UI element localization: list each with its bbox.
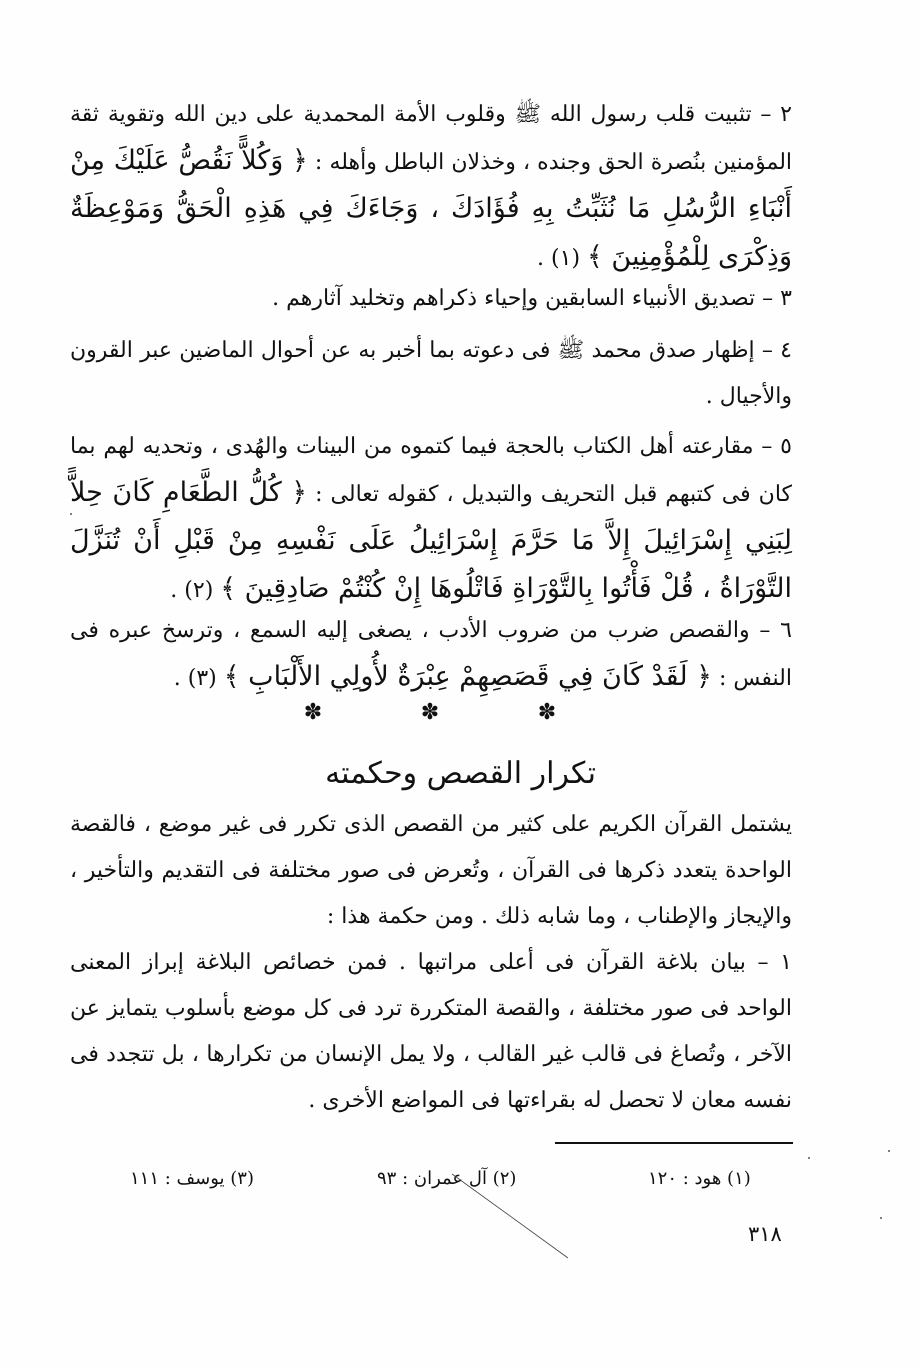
footnote-ref: (٢) .	[170, 578, 221, 603]
section-paragraph-1	[70, 940, 792, 1124]
paragraph-5	[70, 424, 792, 614]
footnote-2: (٢) آل عمران : ٩٣	[377, 1168, 517, 1189]
section-paragraph-intro	[70, 802, 792, 940]
paragraph-2	[70, 92, 792, 282]
footnote-divider	[555, 1142, 793, 1144]
scan-speck	[888, 1150, 890, 1152]
footnote-1: (١) هود : ١٢٠	[648, 1168, 751, 1189]
paragraph-text: ٥ – مقارعته أهل الكتاب بالحجة فيما كتموه من البينات والهُدى ، وتحديه لهم بما كان فى كتبهم قبل التحريف والتبديل ، كقوله تعالى :	[70, 434, 792, 507]
paragraph-text: يشتمل القرآن الكريم على كثير من القصص الذى تكرر فى غير موضع ، فالقصة الواحدة يتعدد ذكرها فى القرآن ، وتُعرض فى صور مختلفة فى التقديم والتأخير ، والإيجاز والإطناب ، وما شابه ذلك . ومن حكمة هذا :	[70, 812, 793, 929]
scan-artifact-line	[450, 1172, 572, 1262]
paragraph-4	[70, 328, 792, 420]
paragraph-text: ١ – بيان بلاغة القرآن فى أعلى مراتبها . فمن خصائص البلاغة إبراز المعنى الواحد فى صور مختلفة ، والقصة المتكررة ترد فى كل موضع بأسلوب يتمايز عن الآخر ، وتُصاغ فى قالب غير القالب ، ولا يمل الإنسان من تكرارها ، بل تتجدد فى نفسه معان لا تحصل له بقراءتها فى المواضع الأخرى .	[70, 950, 792, 1113]
page-number: ٣١٨	[748, 1222, 782, 1246]
scan-speck	[808, 1157, 810, 1159]
footnote-3: (٣) يوسف : ١١١	[130, 1168, 254, 1189]
paragraph-6	[70, 608, 792, 702]
star-ornament-icon: ✽	[303, 700, 323, 725]
star-ornament-icon: ✽	[420, 700, 440, 725]
scan-speck	[70, 513, 72, 515]
footnote-ref: (١) .	[537, 246, 588, 271]
paragraph-text: ٦ – والقصص ضرب من ضروب الأدب ، يصغى إليه السمع ، وترسخ عبره فى النفس :	[70, 618, 792, 691]
quran-verse: ﴿ وَكُلاًّ نَقُصُّ عَلَيْكَ مِنْ أَنْبَاءِ الرُّسُلِ مَا نُثَبِّتُ بِهِ فُؤَادَكَ ، وَجَاءَكَ فِي هَذِهِ الْحَقُّ وَمَوْعِظَةٌ وَذِكْرَى لِلْمُؤْمِنِينَ ﴾	[70, 145, 792, 272]
section-heading: تكرار القصص وحكمته	[325, 756, 596, 791]
paragraph-text: ٣ – تصديق الأنبياء السابقين وإحياء ذكراهم وتخليد آثارهم .	[272, 286, 792, 311]
scan-speck	[880, 1217, 882, 1219]
star-ornament-icon: ✽	[537, 700, 557, 725]
quran-verse: ﴿ لَقَدْ كَانَ فِي قَصَصِهِمْ عِبْرَةٌ لأُولِي الأَلْبَابِ ﴾	[223, 661, 712, 692]
paragraph-3	[70, 276, 792, 322]
section-separator	[300, 700, 560, 725]
footnote-ref: (٣) .	[173, 666, 224, 691]
paragraph-text: ٤ – إظهار صدق محمد ﷺ فى دعوته بما أخبر به عن أحوال الماضين عبر القرون والأجيال .	[70, 338, 792, 409]
paragraph-text: ٢ – تثبيت قلب رسول الله ﷺ وقلوب الأمة المحمدية على دين الله وتقوية ثقة المؤمنين بنُصرة الحق وجنده ، وخذلان الباطل وأهله :	[70, 102, 793, 175]
quran-verse: ﴿ كُلُّ الطَّعَامِ كَانَ حِلاًّ لِبَنِي إِسْرَائِيلَ إِلاَّ مَا حَرَّمَ إِسْرَائِيلُ عَلَى نَفْسِهِ مِنْ قَبْلِ أَنْ تُنَزَّلَ التَّوْرَاةُ ، قُلْ فَأْتُوا بِالتَّوْرَاةِ فَاتْلُوهَا إِنْ كُنْتُمْ صَادِقِينَ ﴾	[70, 477, 792, 604]
